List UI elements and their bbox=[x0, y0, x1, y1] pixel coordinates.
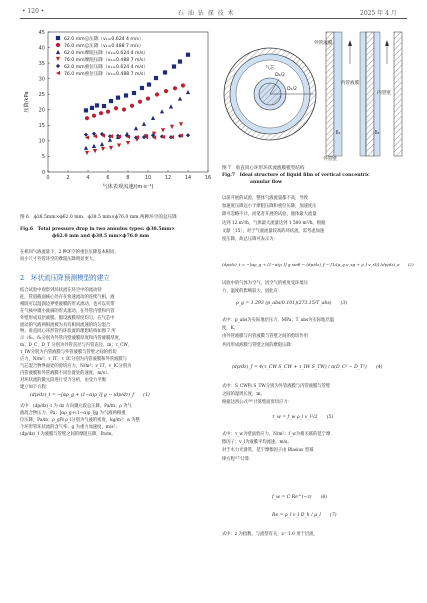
legend-marker bbox=[56, 64, 60, 68]
data-point bbox=[140, 86, 144, 90]
data-point bbox=[138, 100, 142, 104]
text-line: 式中：S_CW和 S_TW分别为外管液膜与内管液膜与管壁 bbox=[222, 384, 331, 389]
text-line: 流动的气液两相流被为具有相同流速的均匀混合 bbox=[20, 322, 111, 328]
x-tick-label: 0 bbox=[46, 175, 50, 181]
legend-marker bbox=[56, 50, 60, 54]
equation-7: Re = ρ_l v_l D_h / μ_l (7) bbox=[272, 513, 337, 518]
y-tick-label: 45 bbox=[38, 29, 45, 36]
text-line: m；D_C、D_T 分别为外管直径与内管直径，m；τ_CW、 bbox=[20, 343, 133, 349]
text-line: 个环形管环状流的含气率；g 为重力加速度，m/s²； bbox=[20, 424, 120, 430]
legend-label: 76.0 mm总压降（v₁=0.488 7 m/s） bbox=[64, 43, 144, 49]
data-point bbox=[161, 128, 165, 132]
text-line: 应力，N/m²；τ_IT、τ_IC分别为内管液膜和外管液膜与 bbox=[20, 357, 127, 362]
series-5 bbox=[85, 134, 183, 140]
issue-date: 2025 年 4 月 bbox=[360, 10, 397, 17]
text-line: 在气核中微小液滴的形式流动，在外管内壁和内管 bbox=[20, 308, 115, 314]
data-point bbox=[130, 104, 134, 108]
y-tick-label: 25 bbox=[38, 92, 45, 99]
text-line: (dp/dz)_f 为液膜与管壁之间的摩阻压降，Pa/m。 bbox=[20, 431, 116, 437]
y-tick-label: 35 bbox=[38, 60, 45, 67]
data-point bbox=[181, 83, 185, 87]
text-line: 结合试验中观察到环状流在环空中的流动特 bbox=[20, 288, 102, 293]
right-tail: 式中：z 为指数，与流型有关，z＝1.0 用于层流， bbox=[222, 532, 318, 537]
data-point bbox=[186, 90, 190, 94]
text-line: 加速度压降远小于摩阻压降和重位压降，加速度压 bbox=[222, 204, 317, 210]
y-tick-label: 5 bbox=[41, 154, 45, 161]
fig7-caption-en-1: Fig.7 Ideal structure of liquid film of vertical concentric bbox=[222, 173, 370, 178]
data-point bbox=[186, 133, 190, 137]
legend-label: 62.0 mm总压降（v₁=0.624 4 m/s） bbox=[64, 36, 144, 42]
text-line: 擦因子；v_l为液膜平均流速，m/s。 bbox=[222, 440, 292, 446]
x-tick-label: 12 bbox=[164, 175, 172, 181]
header-rule bbox=[20, 18, 407, 19]
series-1 bbox=[85, 83, 185, 120]
legend-label: 62.0 mm重位压降（v₁=0.624 4 m/s） bbox=[64, 64, 149, 70]
chart-legend bbox=[56, 35, 148, 77]
diagram-label: 内管壁 bbox=[377, 91, 391, 96]
data-point bbox=[173, 86, 177, 90]
y-tick-label: 30 bbox=[38, 76, 45, 83]
text-line: 在相同气液流量下，2 种环空的重位压降基本相同， bbox=[20, 250, 119, 255]
data-point bbox=[154, 76, 158, 80]
data-point bbox=[114, 106, 118, 110]
diagram-label: 外管液膜 bbox=[314, 41, 333, 46]
data-point bbox=[100, 142, 104, 146]
data-point bbox=[142, 122, 146, 126]
data-point bbox=[85, 151, 89, 155]
legend-marker bbox=[56, 57, 60, 61]
equation-6: f_w = C Re^(−z) (6) bbox=[272, 495, 328, 500]
text-line: 对于水力光滑管，范宁摩擦因子由 Blasius 型幂 bbox=[222, 448, 314, 454]
equation-3: ρ_g = 1.293 (p_abs/0.101)(273.15/T_abs) (3) bbox=[236, 301, 348, 306]
data-point bbox=[84, 108, 88, 112]
data-point bbox=[124, 93, 128, 97]
diagram-label: 外管壁 bbox=[323, 157, 337, 162]
pressure-drop-chart bbox=[20, 24, 218, 212]
text-line: 试验中的气体为空气，因空气的密度受环境压 bbox=[222, 281, 308, 286]
cross-section bbox=[224, 48, 316, 140]
diagram-label: D₁/2 bbox=[287, 87, 297, 92]
legend-label: 76.0 mm重位压降（v₁=0.488 7 m/s） bbox=[64, 71, 149, 77]
text-line: 物。垂直同心环形管内环状流的理想结构如图 7 所 bbox=[20, 329, 116, 335]
text-line: 律方程⁽¹⁷⁾计算： bbox=[222, 456, 254, 462]
y-tick-label: 10 bbox=[38, 138, 45, 145]
y-tick-label: 20 bbox=[38, 107, 45, 114]
y-axis-label: 压降/kPa bbox=[24, 91, 30, 113]
x-tick-label: 2 bbox=[66, 175, 70, 181]
page-number: • 120 • bbox=[22, 8, 45, 15]
diagram-label: D₂/2 bbox=[275, 73, 285, 78]
data-point bbox=[117, 143, 121, 147]
data-point bbox=[146, 96, 150, 100]
text-line: 之间的湿周长度，m。 bbox=[222, 392, 265, 398]
data-point bbox=[147, 82, 151, 86]
data-point bbox=[163, 70, 167, 74]
data-point bbox=[170, 125, 174, 129]
y-tick-label: 40 bbox=[38, 45, 45, 52]
data-point bbox=[102, 104, 106, 108]
equation-5: τ_w = f_w ρ_l v_l²/2 (5) bbox=[272, 415, 334, 420]
data-point bbox=[179, 122, 183, 126]
text-line: 外壁形成双层液膜。假设液膜厚度均匀，在气芯中 bbox=[20, 315, 115, 321]
text-line: 以前开展的试验，整体气液流量都不高，导致 bbox=[222, 196, 308, 201]
text-line: 度压降，故总压降可表示为： bbox=[222, 237, 278, 242]
text-line: 对环状流的微元段进行受力分析，由受力平衡 bbox=[20, 377, 106, 383]
x-tick-label: 4 bbox=[86, 175, 90, 181]
legend-label: 76.0 mm摩阻压降（v₁=0.488 7 m/s） bbox=[64, 57, 149, 63]
data-point bbox=[109, 99, 113, 103]
text-line: 根据达西公式⁽¹⁶⁾计算壁面剪切应力： bbox=[222, 400, 293, 406]
data-point bbox=[134, 126, 138, 130]
data-point bbox=[186, 53, 190, 57]
equation-4: (dp/dz)_f = 4(τ_CW S_CW + τ_IW S_TW) / π(D_C² − D_T²) (4) bbox=[232, 365, 383, 370]
y-tick-label: 0 bbox=[41, 169, 45, 176]
text-line: 式中：τ_w为壁面剪应力，N/m²；f_w为相关联的范宁摩 bbox=[222, 432, 331, 437]
fig7-caption-cn: 图 7 垂直同心环形环状流液膜模型结构 bbox=[222, 166, 305, 171]
journal-title: 石 油 钻 探 技 术 bbox=[178, 10, 235, 17]
data-point bbox=[92, 114, 96, 118]
section-heading: 2 环状流压降预测模型的建立 bbox=[20, 274, 110, 282]
annular-flow-diagram bbox=[222, 24, 407, 164]
series-4 bbox=[84, 132, 190, 140]
text-line: 而小尺寸外管环空的摩阻压降明显更大。 bbox=[20, 257, 98, 262]
diagram-label: 气芯 bbox=[265, 66, 275, 71]
text-line: 降可忽略不计。而笔者开展的试验，液体最大流量 bbox=[222, 212, 317, 218]
text-line: 式中：p_abs为实际地层压力，MPa；T_abs为实际地层温 bbox=[222, 318, 334, 323]
text-line: τ_IW分别为内管液膜与外管液膜与管壁之间的剪切 bbox=[20, 350, 117, 356]
legend-marker bbox=[56, 36, 60, 40]
x-tick-label: 14 bbox=[184, 175, 192, 181]
data-point bbox=[122, 107, 126, 111]
series-3 bbox=[85, 122, 183, 155]
data-point bbox=[90, 106, 94, 110]
y-tick-label: 15 bbox=[38, 123, 45, 130]
legend-marker bbox=[56, 43, 60, 47]
data-point bbox=[106, 110, 110, 114]
text-line: 力、温度的影响较大，因此有： bbox=[222, 289, 283, 295]
equation-2: (dp/dz)_t = −[αρ_g + (1−α)ρ_l] g sinθ − (dp/dz)_f − [1/(ρ_g v_sg + ρ_l v_sl)] (dp/dz)_a (2) bbox=[222, 262, 414, 267]
film-thickness-label: δ₂ bbox=[374, 131, 380, 136]
text-line: 位压降，Pa/m；ρ_g和 ρ_l分别为气液的密度，kg/m³；α 为整 bbox=[20, 417, 140, 423]
fig7-caption-en-2: annular flow bbox=[250, 180, 283, 185]
equation-1: (dp/dz)_t = −[αρ_g + (1−α)ρ_l] g − (dp/dz)_f (1) bbox=[30, 393, 150, 398]
data-point bbox=[160, 109, 164, 113]
x-tick-label: 10 bbox=[144, 175, 152, 181]
x-tick-label: 8 bbox=[126, 175, 130, 181]
text-line: 文献［15］，对于气液流量较高的环状流，需考虑加速 bbox=[222, 228, 325, 234]
data-point bbox=[169, 104, 173, 108]
data-point bbox=[99, 111, 103, 115]
legend-label: 62.0 mm摩阻压降（v₁=0.624 4 m/s） bbox=[64, 50, 149, 56]
data-point bbox=[84, 133, 88, 137]
data-point bbox=[109, 146, 113, 150]
x-axis-label: 气体表观流速/(m·s⁻¹) bbox=[102, 184, 154, 190]
data-point bbox=[126, 141, 130, 145]
text-line: 相既可以湿润边界壁液膜的形式流动，也可以夹带 bbox=[20, 301, 115, 307]
data-point bbox=[155, 92, 159, 96]
x-tick-label: 6 bbox=[106, 175, 110, 181]
data-point bbox=[92, 144, 96, 148]
diagram-label: 内管液膜 bbox=[340, 81, 360, 86]
data-point bbox=[93, 149, 97, 153]
x-tick-label: 16 bbox=[204, 175, 212, 181]
text-line: 气芯混合物界面处的剪切应力，N/m²；v_IT、v_IC分别为 bbox=[20, 363, 132, 369]
legend-marker bbox=[56, 71, 60, 75]
data-point bbox=[178, 59, 182, 63]
data-point bbox=[151, 116, 155, 120]
data-point bbox=[84, 146, 88, 150]
data-point bbox=[101, 147, 105, 151]
text-line: 液混合物压力，Pa；[αρ_g+(1−α)ρ_l]g 为气液两相重 bbox=[20, 410, 126, 416]
text-line: 示（δ₁、δ₂分别为外管内壁液膜厚度和内管液膜厚度， bbox=[20, 336, 124, 342]
data-point bbox=[178, 96, 182, 100]
data-point bbox=[172, 64, 176, 68]
text-line: 度，K。 bbox=[222, 326, 239, 332]
text-line: 由外管液膜与内管液膜与管壁之间的剪切作用 bbox=[222, 334, 308, 340]
data-point bbox=[95, 103, 99, 107]
data-point bbox=[164, 89, 168, 93]
data-point bbox=[132, 91, 136, 95]
fig6-caption-en-1: Fig.6 Total pressure drop in two annulus types: ϕ38.5mm× bbox=[20, 227, 176, 232]
data-point bbox=[116, 96, 120, 100]
fig6-caption-en-2: ϕ62.0 mm and ϕ38.5 mm×ϕ76.0 mm bbox=[52, 234, 150, 239]
text-line: 达到 12 m³/h，气体最大流量达到 1 500 m³/h。根据 bbox=[222, 220, 326, 226]
text-line: 式中：(dp/dz)_t 为 dz 方向微元段总压降，Pa/m；ρ 为气 bbox=[20, 404, 132, 409]
fig6-caption-cn: 图 6 ϕ38.5mm×ϕ62.0 mm、ϕ38.5 mm×ϕ76.0 mm 两种环空的总压降 bbox=[20, 215, 177, 220]
text-line: 建立如下方程： bbox=[20, 384, 51, 390]
data-point bbox=[85, 116, 89, 120]
text-line: 内管液膜和外管液膜不同位置处的速度，m/s）。 bbox=[20, 370, 112, 376]
text-line: 征，管道截面核心处存在快速流动的连续气相，液 bbox=[20, 294, 115, 300]
text-line: 共同形成液膜与管壁之间的摩阻压降： bbox=[222, 342, 296, 348]
film-thickness-label: δ₁ bbox=[335, 131, 341, 136]
